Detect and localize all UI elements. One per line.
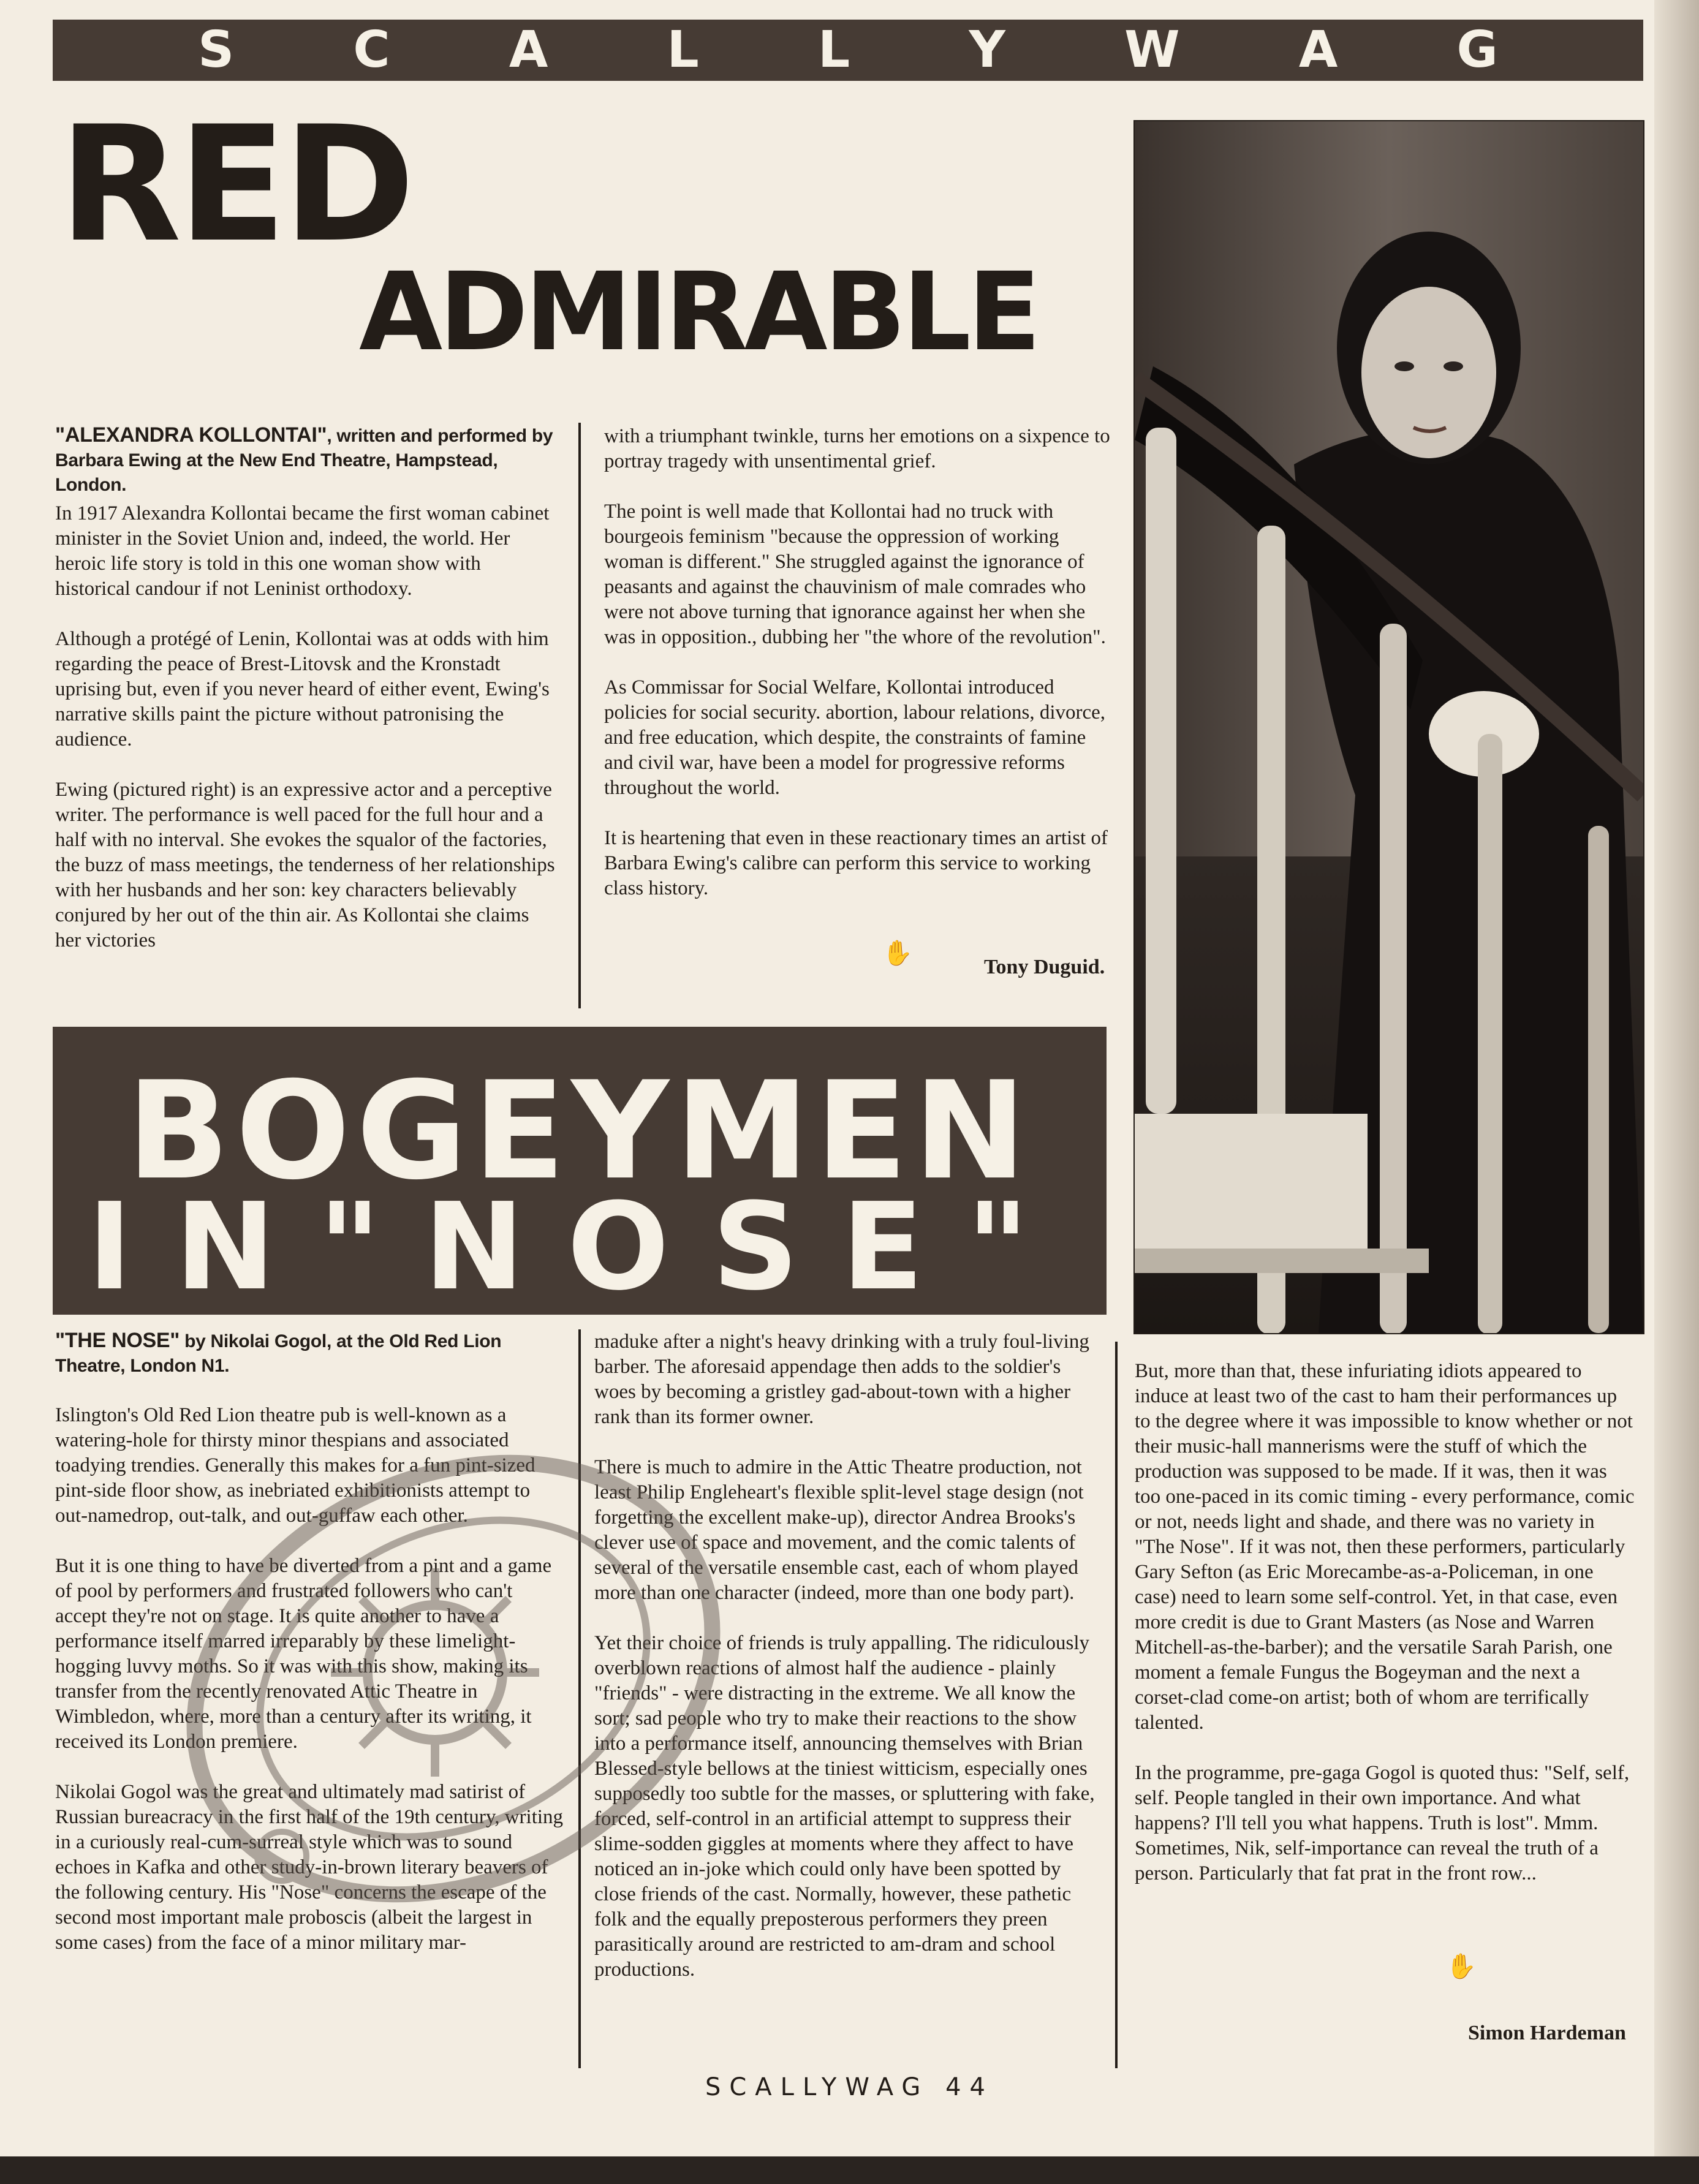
article1-byline bbox=[55, 423, 558, 497]
paragraph: The point is well made that Kollontai had no truck with bourgeois feminism "because the oppression of working woman is different." She struggled against the ignorance of peasants and against the chauvinism of male comrades who were not above turning that ignorance against her when she was in opposition., dubbing her "the whore of the revolution". bbox=[604, 501, 1106, 648]
article1-column-1 bbox=[55, 501, 558, 978]
article1-byline-rest: , written and performed by Barbara Ewing at the New End Theatre, Hampstead, London. bbox=[55, 426, 553, 495]
paragraph: In the programme, pre-gaga Gogol is quoted thus: "Self, self, self. People tangled in their own importance. And what happens? I'll tell you what happens. Truth is lost". Mmm. Sometimes, Nik, self-importance can reveal the truth of a person. Particularly that fat prat in the front row... bbox=[1135, 1762, 1630, 1884]
article2-byline-rest: by Nikolai Gogol, at the Old Red Lion Theatre, London N1. bbox=[55, 1331, 502, 1376]
paragraph: Although a protégé of Lenin, Kollontai was at odds with him regarding the peace of Brest-Litovsk and the Kronstadt uprising but, even if you never heard of either event, Ewing's narrative skills paint the picture without patronising the audience. bbox=[55, 628, 550, 750]
masthead-letter: G bbox=[1456, 21, 1498, 79]
masthead-letter: L bbox=[818, 21, 850, 79]
circular-stamp-icon bbox=[147, 1385, 760, 1997]
paragraph: Ewing (pictured right) is an expressive actor and a perceptive writer. The performance is well paced for the full hour and a half with no interval. She evokes the squalor of the factories, the buzz of mass meetings, the tenderness of her relationships with her husbands and her son: key characters believably conjured by her out of the thin air. As Kollontai she claims her victories bbox=[55, 779, 555, 951]
column-divider bbox=[578, 423, 581, 1008]
photo-graphic bbox=[1135, 121, 1643, 1333]
hand-print-icon: ✋ bbox=[1446, 1952, 1477, 1980]
paragraph: maduke after a night's heavy drinking with a truly foul-living barber. The aforesaid appendage then adds to the soldier's woes by becoming a gristley gad-about-town with a higher rank than its former owner. bbox=[594, 1331, 1089, 1428]
masthead-letter: L bbox=[667, 21, 699, 79]
paragraph: As Commissar for Social Welfare, Kollontai introduced policies for social security. abortion, labour relations, divorce, and free education, which despite, the constraints of famine and civil war, have been a model for progressive reforms throughout the world. bbox=[604, 676, 1106, 799]
paragraph: There is much to admire in the Attic Theatre production, not least Philip Engleheart's flexible split-level stage design (not forgetting the excellent make-up), director Andrea Brooks's clever use of space and movement, and the comic talents of several of the versatile ensemble cast, each of whom played more than one character (indeed, more than one body part). bbox=[594, 1456, 1084, 1604]
article1-column-2 bbox=[604, 424, 1120, 926]
scan-bottom-edge bbox=[0, 2156, 1699, 2184]
article1-author: Tony Duguid. bbox=[984, 956, 1105, 978]
headline-in-nose: IN"NOSE" bbox=[87, 1177, 1072, 1317]
bogeymen-headline-box bbox=[53, 1027, 1107, 1315]
article2-byline bbox=[55, 1328, 573, 1378]
paragraph: It is heartening that even in these reactionary times an artist of Barbara Ewing's calibre can perform this service to working class history. bbox=[604, 827, 1108, 899]
column-divider bbox=[1115, 1342, 1118, 2068]
paragraph: But it is one thing to have be diverted from a pint and a game of pool by performers and frustrated followers who can't accept they're not on stage. It is quite another to have a performance itself marred irreparably by these limelight-hogging luvvy moths. So it was with this show, making its transfer from the recently renovated Attic Theatre in Wimbledon, where, more than a century after its writing, it received its London premiere. bbox=[55, 1555, 552, 1753]
article2-byline-title: "THE NOSE" bbox=[55, 1329, 180, 1352]
paragraph: Nikolai Gogol was the great and ultimately mad satirist of Russian bureacracy in the first half of the 19th century, writing in a curiously real-cum-surreal style which was to sound echoes in Kafka and other study-in-brown literary beavers of the following century. His "Nose" concerns the escape of the second most important male proboscis (albeit the largest in some cases) from the face of a minor military mar- bbox=[55, 1781, 564, 1954]
article1-byline-title: "ALEXANDRA KOLLONTAI" bbox=[55, 423, 327, 447]
masthead-banner bbox=[53, 20, 1643, 81]
paragraph: Islington's Old Red Lion theatre pub is well-known as a watering-hole for thirsty minor thespians and associated toadying trendies. Generally this makes for a fun pint-sized pint-side floor show, as inebriated exhibitionists attempt to out-namedrop, out-talk, and out-guffaw each other. bbox=[55, 1404, 535, 1527]
paragraph: But, more than that, these infuriating idiots appeared to induce at least two of the cast to ham their performances up to the degree where it was impossible to know whether or not their music-hall mannerisms were the stuff of which the production was supposed to be made. If it was, then it was too one-paced in its comic timing - every performance, comic or not, needs light and shade, and there was no variety in "The Nose". If it was not, then these performers, particularly Gary Sefton (as Eric Morecambe-as-a-Policeman, in one case) need to learn some self-control. Yet, in that case, even more credit is due to Grant Masters (as Nose and Warren Mitchell-as-the-barber); and the versatile Sarah Parish, one moment a female Fungus the Bogeyman and the next a corset-clad come-on artist; both of whom are terrifically talented. bbox=[1135, 1360, 1635, 1734]
headline-red: RED bbox=[59, 93, 412, 278]
hand-print-icon: ✋ bbox=[882, 939, 913, 967]
masthead-letter: A bbox=[1298, 21, 1338, 79]
headline-admirable: ADMIRABLE bbox=[359, 249, 1038, 375]
article2-column-3 bbox=[1135, 1359, 1637, 1911]
masthead-letter: A bbox=[509, 21, 548, 79]
masthead-letter: W bbox=[1124, 21, 1180, 79]
woman-on-staircase-photo bbox=[1133, 120, 1644, 1334]
article2-author: Simon Hardeman bbox=[1468, 2022, 1626, 2044]
masthead-letter: C bbox=[353, 21, 390, 79]
masthead-letter: S bbox=[198, 21, 235, 79]
headline-bogeymen: BOGEYMEN bbox=[126, 1052, 1033, 1209]
paragraph: In 1917 Alexandra Kollontai became the first woman cabinet minister in the Soviet Union and, indeed, the world. Her heroic life story is told in this one woman show with historical candour if not Leninist orthodoxy. bbox=[55, 502, 550, 600]
page-binding-edge bbox=[1654, 0, 1699, 2184]
paragraph: with a triumphant twinkle, turns her emotions on a sixpence to portray tragedy with unsentimental grief. bbox=[604, 425, 1110, 472]
masthead-letter: Y bbox=[969, 21, 1005, 79]
paragraph: Yet their choice of friends is truly appalling. The ridiculously overblown reactions of almost half the audience - plainly "friends" - were distracting in the extreme. We all know the sort; sad people who try to make their reactions to the show into a performance itself, announcing themselves with Brian Blessed-style bellows at the tiniest witticism, especially ones supposedly too subtle for the masses, or spluttering with fake, forced, self-control in an artificial attempt to suppress their slime-sodden giggles at moments where they affect to have noticed an in-joke which could only have been spotted by close friends of the cast. Normally, however, these pathetic folk and the equally preposterous performers they preen parasitically around are restricted to am-dram and school productions. bbox=[594, 1632, 1095, 1981]
page-footer: SCALLYWAG 44 bbox=[705, 2073, 994, 2101]
